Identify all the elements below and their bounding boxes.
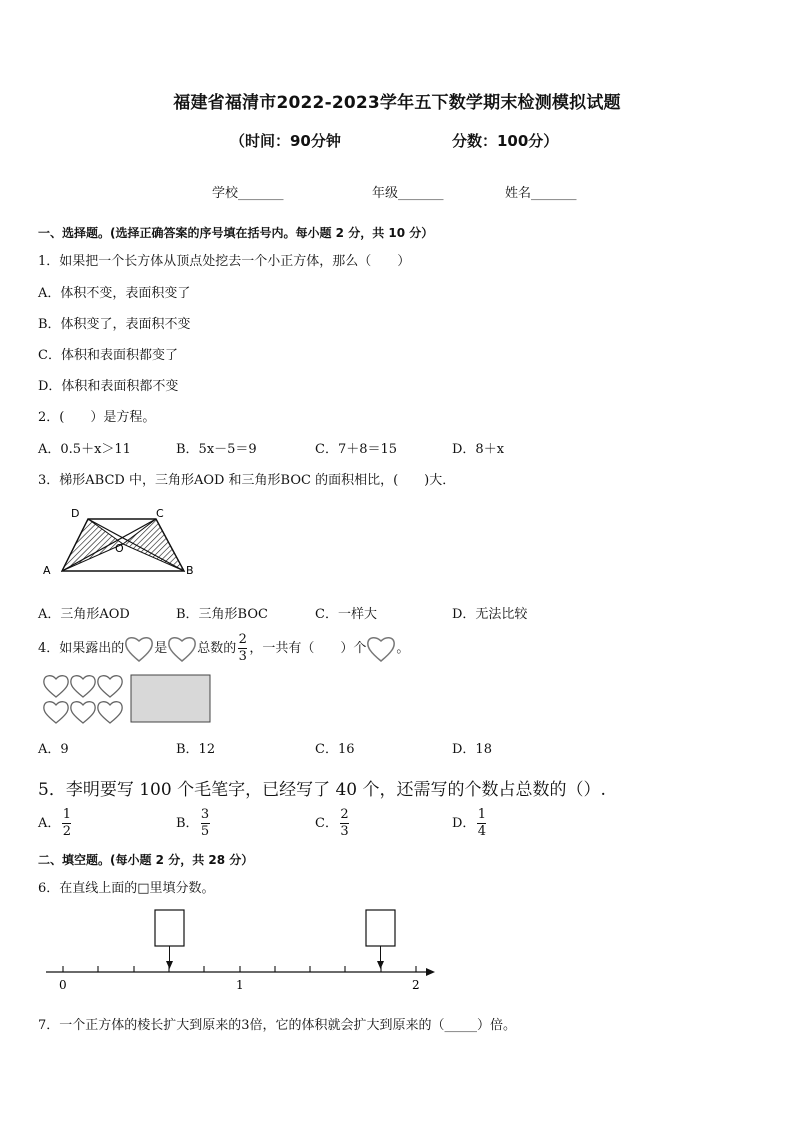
q4-text-2: 是 xyxy=(154,641,168,656)
q4-stem xyxy=(38,632,409,666)
q1-option-a[interactable]: A．体积不变，表面积变了 xyxy=(38,286,191,301)
q3-option-d[interactable]: D．无法比较 xyxy=(452,607,528,622)
q5-option-b[interactable] xyxy=(176,808,212,839)
school-field[interactable]: 学校_______ xyxy=(212,186,284,201)
q5-option-a-numerator: 1 xyxy=(62,807,72,822)
q4-fraction xyxy=(238,633,247,664)
answer-box-1[interactable] xyxy=(155,910,184,946)
name-field[interactable]: 姓名_______ xyxy=(505,186,577,201)
q5-option-a-prefix: A． xyxy=(38,816,61,831)
q3-option-c[interactable]: C．一样大 xyxy=(315,607,377,622)
triangle-aod xyxy=(62,519,123,571)
answer-box-2[interactable] xyxy=(366,910,395,946)
q2-option-d[interactable]: D．8＋x xyxy=(452,442,505,457)
hearts-figure xyxy=(40,673,215,725)
grade-field[interactable]: 年级_______ xyxy=(372,186,444,201)
q4-text-1: 4．如果露出的 xyxy=(38,641,125,656)
trapezoid-figure xyxy=(38,502,208,582)
q1-option-b[interactable]: B．体积变了，表面积不变 xyxy=(38,317,191,332)
q4-text-5: 。 xyxy=(396,641,410,656)
q5-option-c-denominator: 3 xyxy=(340,824,349,839)
q5-option-d-denominator: 4 xyxy=(477,824,487,839)
q3-option-b[interactable]: B．三角形BOC xyxy=(176,607,268,622)
q3-option-a[interactable]: A．三角形AOD xyxy=(38,607,130,622)
number-line xyxy=(40,905,440,995)
q4-fraction-denominator: 3 xyxy=(238,649,247,664)
q5-option-a-denominator: 2 xyxy=(62,824,72,839)
triangle-boc xyxy=(123,519,184,571)
q4-option-c[interactable]: C．16 xyxy=(315,742,355,757)
q4-text-3: 总数的 xyxy=(197,641,237,656)
label-o: O xyxy=(115,542,124,555)
q1-option-d[interactable]: D．体积和表面积都不变 xyxy=(38,379,179,394)
q1-stem: 1．如果把一个长方体从顶点处挖去一个小正方体，那么（ ） xyxy=(38,254,411,269)
heart-icon xyxy=(167,635,197,663)
q7-stem: 7．一个正方体的棱长扩大到原来的3倍，它的体积就会扩大到原来的（_____）倍。 xyxy=(38,1018,517,1033)
section2-heading: 二、填空题。(每小题 2 分，共 28 分） xyxy=(38,853,254,867)
q5-option-b-denominator: 5 xyxy=(200,824,210,839)
label-a: A xyxy=(43,564,51,577)
q5-option-a[interactable] xyxy=(38,808,73,839)
covered-box xyxy=(131,675,210,722)
q5-option-b-numerator: 3 xyxy=(200,807,210,822)
ticks xyxy=(63,966,416,972)
section1-heading: 一、选择题。(选择正确答案的序号填在括号内。每小题 2 分，共 10 分） xyxy=(38,226,434,240)
q5-option-d-prefix: D． xyxy=(452,816,476,831)
exam-score: 分数：100分） xyxy=(452,132,559,150)
q5-stem: 5．李明要写 100 个毛笔字，已经写了 40 个，还需写的个数占总数的（）. xyxy=(38,780,606,800)
q5-option-b-prefix: B． xyxy=(176,816,199,831)
tick-label-2: 2 xyxy=(412,978,420,992)
q4-fraction-numerator: 2 xyxy=(238,632,247,647)
tick-label-0: 0 xyxy=(59,978,67,992)
exam-time: （时间：90分钟 xyxy=(230,132,341,150)
label-d: D xyxy=(71,507,80,520)
q2-stem: 2．( ）是方程。 xyxy=(38,410,156,425)
q1-option-c[interactable]: C．体积和表面积都变了 xyxy=(38,348,178,363)
heart-icon xyxy=(124,635,154,663)
q5-option-c[interactable] xyxy=(315,808,351,839)
q5-option-c-prefix: C． xyxy=(315,816,338,831)
heart-icon xyxy=(366,635,396,663)
q4-option-d[interactable]: D．18 xyxy=(452,742,492,757)
q6-stem: 6．在直线上面的□里填分数。 xyxy=(38,881,215,896)
q4-text-4: ，一共有（ ）个 xyxy=(249,641,367,656)
q5-option-d-numerator: 1 xyxy=(477,807,487,822)
q3-stem: 3．梯形ABCD 中，三角形AOD 和三角形BOC 的面积相比，( )大． xyxy=(38,473,456,488)
tick-label-1: 1 xyxy=(236,978,244,992)
q5-option-d[interactable] xyxy=(452,808,488,839)
label-b: B xyxy=(186,564,194,577)
q2-option-a[interactable]: A．0.5＋x＞11 xyxy=(38,442,131,457)
q4-option-b[interactable]: B．12 xyxy=(176,742,216,757)
page-title: 福建省福清市2022-2023学年五下数学期末检测模拟试题 xyxy=(173,93,621,113)
label-c: C xyxy=(156,507,164,520)
q5-option-c-numerator: 2 xyxy=(340,807,349,822)
q2-option-b[interactable]: B．5x－5＝9 xyxy=(176,442,257,457)
q4-option-a[interactable]: A．9 xyxy=(38,742,69,757)
q2-option-c[interactable]: C．7＋8＝15 xyxy=(315,442,398,457)
arrow-right-icon xyxy=(426,968,435,976)
